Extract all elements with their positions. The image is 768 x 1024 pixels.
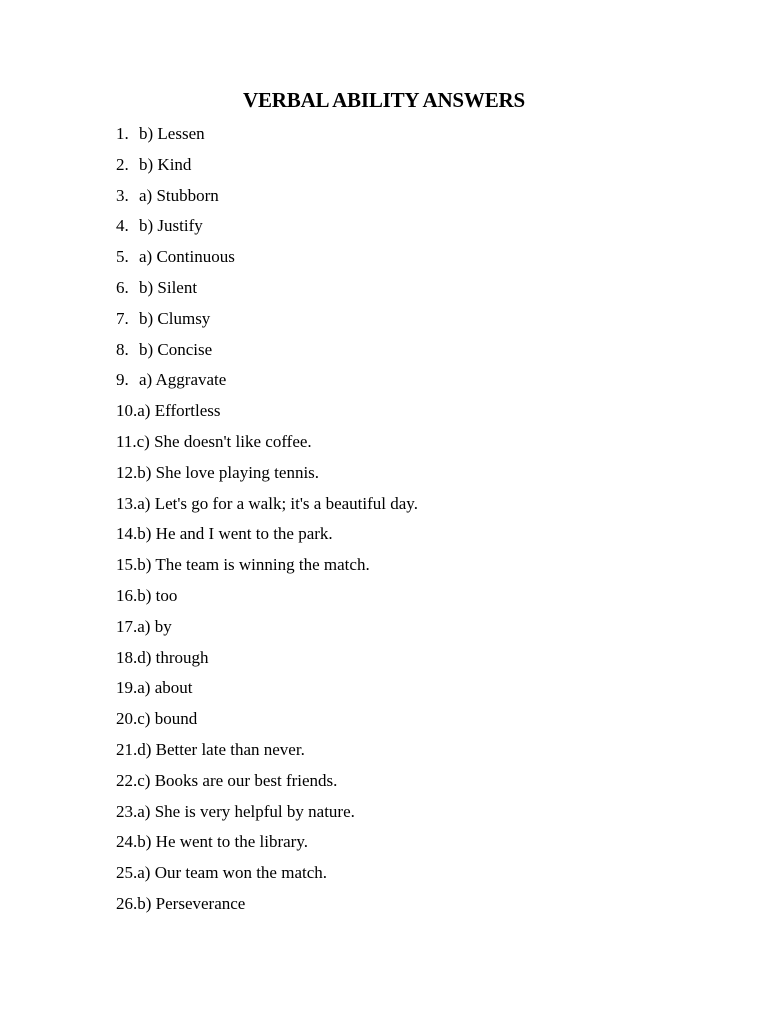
answer-item <box>116 304 418 335</box>
answer-item <box>116 181 418 212</box>
answer-item <box>116 643 418 674</box>
answer-number: 23. <box>116 801 138 821</box>
answer-text: b) Perseverance <box>137 893 246 913</box>
answer-text: c) She doesn't like coffee. <box>136 431 312 451</box>
answer-number: 14. <box>116 524 138 544</box>
answer-number: 25. <box>116 863 138 883</box>
answer-text: a) Aggravate <box>139 370 227 390</box>
answer-text: d) through <box>137 647 209 667</box>
answer-text: b) The team is winning the match. <box>137 555 370 575</box>
answer-text: a) Continuous <box>139 247 235 267</box>
answer-number: 9. <box>116 370 129 390</box>
answer-number: 10. <box>116 401 138 421</box>
answer-number: 22. <box>116 770 138 790</box>
answer-number: 13. <box>116 493 138 513</box>
answer-text: b) Silent <box>139 277 198 297</box>
answer-text: a) Our team won the match. <box>137 863 328 883</box>
answer-item <box>116 519 418 550</box>
answer-item <box>116 396 418 427</box>
answer-number: 7. <box>116 308 129 328</box>
answer-item <box>116 858 418 889</box>
answer-text: a) about <box>137 678 193 698</box>
answer-text: b) Clumsy <box>139 308 211 328</box>
answer-item <box>116 550 418 581</box>
answer-item <box>116 150 418 181</box>
answer-text: b) too <box>137 585 178 605</box>
answer-number: 5. <box>116 247 129 267</box>
answer-text: b) She love playing tennis. <box>137 462 320 482</box>
answer-text: a) Effortless <box>137 401 221 421</box>
answer-number: 19. <box>116 678 138 698</box>
answer-text: b) Lessen <box>139 124 205 143</box>
answer-item <box>116 489 418 520</box>
answer-number: 17. <box>116 616 138 636</box>
answer-text: b) Kind <box>139 154 192 174</box>
answer-text: a) by <box>137 616 172 636</box>
answer-item <box>116 119 418 150</box>
answer-text: d) Better late than never. <box>137 739 305 759</box>
answer-number: 11. <box>116 431 137 451</box>
answer-item <box>116 766 418 797</box>
answer-item <box>116 458 418 489</box>
answer-text: b) Concise <box>139 339 213 359</box>
answer-number: 24. <box>116 832 138 852</box>
answer-item <box>116 273 418 304</box>
answer-item <box>116 211 418 242</box>
answer-item <box>116 365 418 396</box>
answer-item <box>116 612 418 643</box>
answer-item <box>116 735 418 766</box>
answer-number: 4. <box>116 216 129 236</box>
answer-number: 26. <box>116 893 138 913</box>
answer-number: 20. <box>116 709 138 729</box>
answer-number: 12. <box>116 462 138 482</box>
answer-item <box>116 581 418 612</box>
answer-text: b) He went to the library. <box>137 832 308 852</box>
answer-number: 21. <box>116 739 138 759</box>
answer-text: b) Justify <box>139 216 203 236</box>
answer-item <box>116 797 418 828</box>
answer-number: 3. <box>116 185 129 205</box>
answer-item <box>116 427 418 458</box>
answer-list <box>116 119 418 920</box>
answer-item <box>116 827 418 858</box>
page-title: VERBAL ABILITY ANSWERS <box>243 88 525 112</box>
answer-number: 1. <box>116 124 129 143</box>
answer-text: a) She is very helpful by nature. <box>137 801 355 821</box>
answer-text: c) bound <box>137 709 198 729</box>
answer-item <box>116 335 418 366</box>
answer-number: 18. <box>116 647 138 667</box>
answer-item <box>116 889 418 920</box>
answer-number: 8. <box>116 339 129 359</box>
answer-text: b) He and I went to the park. <box>137 524 333 544</box>
answer-text: c) Books are our best friends. <box>137 770 338 790</box>
answer-text: a) Stubborn <box>139 185 219 205</box>
answer-text: a) Let's go for a walk; it's a beautiful day. <box>137 493 418 513</box>
answer-number: 15. <box>116 555 138 575</box>
answer-item <box>116 704 418 735</box>
answer-number: 2. <box>116 154 129 174</box>
answer-item <box>116 673 418 704</box>
answer-number: 6. <box>116 277 129 297</box>
answer-number: 16. <box>116 585 138 605</box>
answer-item <box>116 242 418 273</box>
